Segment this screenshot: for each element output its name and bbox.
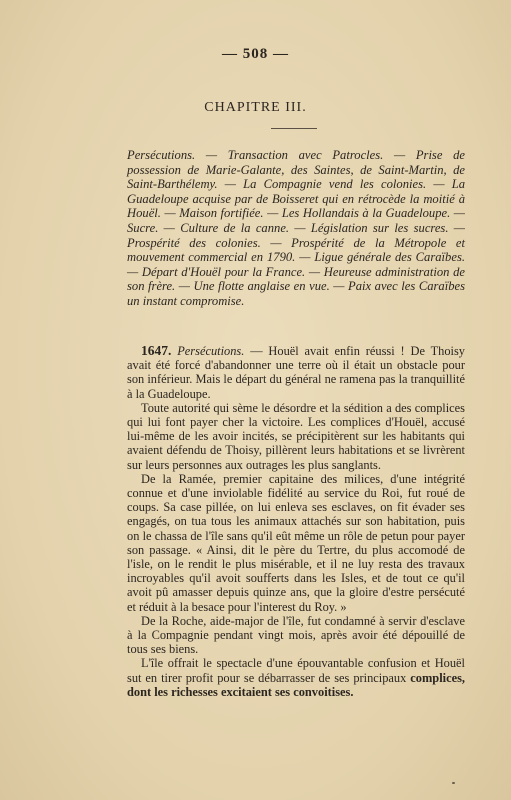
chapter-body	[127, 344, 465, 699]
chapter-summary: Persécutions. — Transaction avec Patrocles. — Prise de possession de Marie-Galante, des Saintes, de Saint-Martin, de Saint-Barthélemy. — La Compagnie vend les colonies. — La Guadeloupe acquise par de Boisseret qui en rétrocède la moitié à Houël. — Maison fortifiée. — Les Hollandais à la Guadeloupe. — Sucre. — Culture de la canne. — Législation sur les sucres. — Prospérité des colonies. — Prospérité de la Métropole et mouvement commercial en 1790. — Ligue générale des Caraïbes. — Départ d'Houël pour la France. — Heureuse administration de son frère. — Une flotte anglaise en vue. — Paix avec les Caraïbes un instant compromise.	[127, 148, 465, 308]
paragraph-5-text: L'île offrait le spectacle d'une épouvantable confusion et Houël sut en tirer profit pour se débarrasser de ses principaux	[127, 656, 465, 685]
chapter-title: CHAPITRE III.	[204, 100, 307, 115]
title-divider	[271, 128, 317, 129]
paragraph-5	[127, 656, 465, 699]
section-title: Persécutions.	[177, 344, 245, 358]
section-number: 1647.	[141, 343, 172, 358]
paragraph-3: De la Ramée, premier capitaine des milices, d'une intégrité connue et d'une inviolable fidélité au service du Roi, fut roué de coups. Sa case pillée, on lui enleva ses esclaves, on fit évader ses engagés, on tua tous les animaux attachés sur son habitation, puis on le chassa de l'île sans qu'il eût même un rôle de petun pour payer son passage. « Ainsi, dit le père du Tertre, du plus accomodé de l'isle, on le rendit le plus misérable, et il ne luy resta des travaux incroyables qu'il avoit soufferts dans les Isles, et de tout ce qu'il avoit pû amasser depuis quinze ans, que la gloire d'estre persécuté et réduit à la besace pour l'interest du Roy. »	[127, 471, 465, 614]
paragraph-2: Toute autorité qui sème le désordre et la sédition a des complices qui lui font payer cher la victoire. Les complices d'Houël, accusé lui-même de les avoir incités, se précipitèrent sur les habitants qui avaient défendu de Thoisy, pillèrent leurs habitations et se livrèrent sur leurs personnes aux outrages les plus sanglants.	[127, 400, 465, 472]
paragraph-1	[127, 344, 465, 401]
paragraph-5-bold-text: complices, dont les richesses excitaient ses convoitises.	[127, 670, 465, 699]
page-number: — 508 —	[222, 46, 289, 62]
paragraph-4: De la Roche, aide-major de l'île, fut condamné à servir d'esclave à la Compagnie pendant vingt mois, après avoir été dépouillé de tous ses biens.	[127, 613, 465, 657]
paragraph-1-text: — Houël avait enfin réussi ! De Thoisy avait été forcé d'abandonner une terre où il était un obstacle pour son inférieur. Mais le départ du général ne ramena pas la tranquillité à la Guadeloupe.	[127, 344, 465, 401]
ink-speck	[452, 782, 455, 784]
